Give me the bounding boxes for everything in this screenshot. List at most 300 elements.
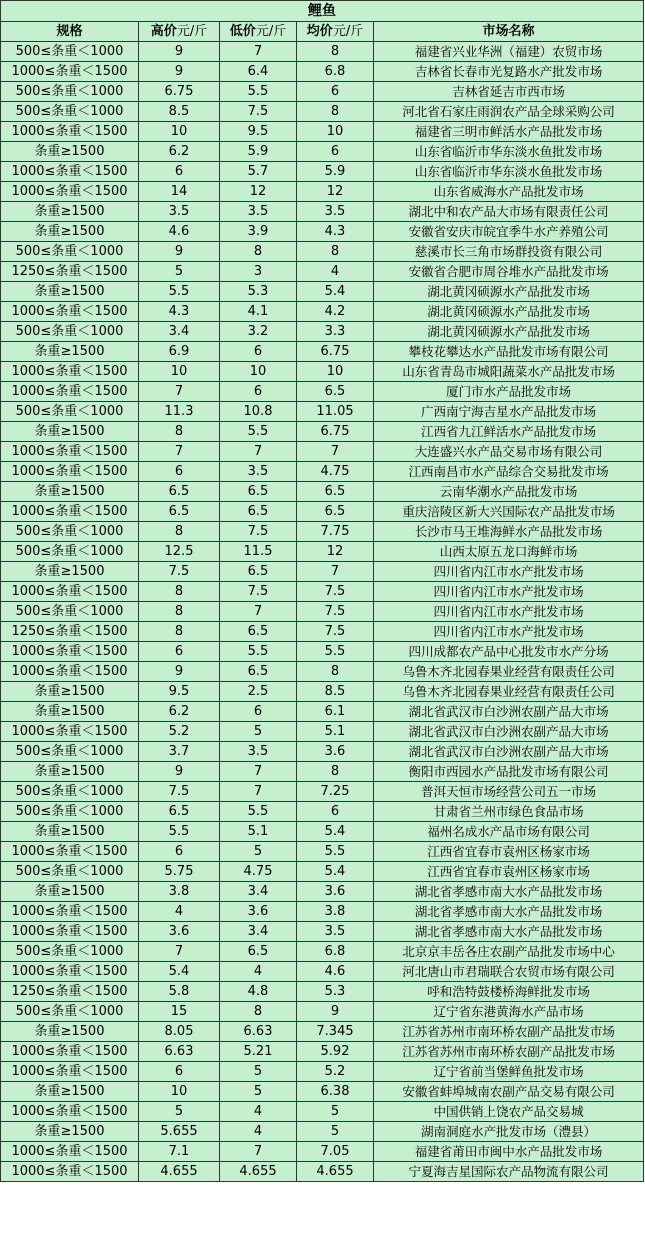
table-row — [1, 442, 644, 462]
high-price-cell: 6.9 — [139, 342, 220, 362]
avg-price-cell: 5 — [297, 1122, 374, 1142]
high-price-cell: 3.6 — [139, 922, 220, 942]
header-high-label: 高价 — [150, 24, 177, 39]
table-row — [1, 222, 644, 242]
market-cell: 河北省石家庄雨润农产品全球采购公司 — [374, 102, 644, 122]
table-row — [1, 1142, 644, 1162]
avg-price-cell: 11.05 — [297, 402, 374, 422]
spec-cell: 1000≤条重＜1500 — [1, 1042, 139, 1062]
avg-price-cell: 5 — [297, 1102, 374, 1122]
spec-cell: 500≤条重＜1000 — [1, 242, 139, 262]
spec-cell: 1000≤条重＜1500 — [1, 1062, 139, 1082]
low-price-cell: 7 — [220, 762, 297, 782]
spec-cell: 条重≥1500 — [1, 682, 139, 702]
avg-price-cell: 3.3 — [297, 322, 374, 342]
low-price-cell: 4.1 — [220, 302, 297, 322]
table-row — [1, 402, 644, 422]
high-price-cell: 9 — [139, 242, 220, 262]
table-row — [1, 1042, 644, 1062]
table-row — [1, 202, 644, 222]
market-cell: 河北唐山市君瑞联合农贸市场有限公司 — [374, 962, 644, 982]
spec-cell: 条重≥1500 — [1, 1122, 139, 1142]
market-cell: 湖北省孝感市南大水产品批发市场 — [374, 922, 644, 942]
low-price-cell: 7 — [220, 602, 297, 622]
high-price-cell: 5.8 — [139, 982, 220, 1002]
spec-cell: 500≤条重＜1000 — [1, 862, 139, 882]
spec-cell: 1000≤条重＜1500 — [1, 502, 139, 522]
high-price-cell: 9 — [139, 62, 220, 82]
avg-price-cell: 8 — [297, 42, 374, 62]
high-price-cell: 5 — [139, 262, 220, 282]
avg-price-cell: 5.9 — [297, 162, 374, 182]
high-price-cell: 14 — [139, 182, 220, 202]
spec-cell: 500≤条重＜1000 — [1, 802, 139, 822]
low-price-cell: 6.5 — [220, 562, 297, 582]
table-row — [1, 802, 644, 822]
avg-price-cell: 12 — [297, 182, 374, 202]
spec-cell: 1000≤条重＜1500 — [1, 922, 139, 942]
spec-cell: 条重≥1500 — [1, 822, 139, 842]
low-price-cell: 5 — [220, 1082, 297, 1102]
low-price-cell: 3.5 — [220, 742, 297, 762]
table-row — [1, 582, 644, 602]
high-price-cell: 9 — [139, 762, 220, 782]
header-avg-unit: 元/斤 — [332, 24, 364, 39]
low-price-cell: 7 — [220, 42, 297, 62]
market-cell: 乌鲁木齐北园春果业经营有限责任公司 — [374, 682, 644, 702]
avg-price-cell: 6 — [297, 82, 374, 102]
spec-cell: 条重≥1500 — [1, 222, 139, 242]
table-row — [1, 722, 644, 742]
market-cell: 江西省宜春市袁州区杨家市场 — [374, 862, 644, 882]
low-price-cell: 7.5 — [220, 522, 297, 542]
high-price-cell: 10 — [139, 362, 220, 382]
market-cell: 宁夏海吉星国际农产品物流有限公司 — [374, 1162, 644, 1182]
table-row — [1, 882, 644, 902]
table-row — [1, 502, 644, 522]
avg-price-cell: 6.5 — [297, 382, 374, 402]
low-price-cell: 5.1 — [220, 822, 297, 842]
market-cell: 湖北黄冈硕源水产品批发市场 — [374, 282, 644, 302]
spec-cell: 1000≤条重＜1500 — [1, 642, 139, 662]
low-price-cell: 7.5 — [220, 582, 297, 602]
spec-cell: 1000≤条重＜1500 — [1, 182, 139, 202]
low-price-cell: 5.21 — [220, 1042, 297, 1062]
avg-price-cell: 4 — [297, 262, 374, 282]
table-row — [1, 1122, 644, 1142]
market-cell: 山东省临沂市华东淡水鱼批发市场 — [374, 162, 644, 182]
low-price-cell: 9.5 — [220, 122, 297, 142]
spec-cell: 条重≥1500 — [1, 202, 139, 222]
avg-price-cell: 7 — [297, 442, 374, 462]
low-price-cell: 5.5 — [220, 642, 297, 662]
spec-cell: 条重≥1500 — [1, 562, 139, 582]
market-cell: 慈溪市长三角市场群投资有限公司 — [374, 242, 644, 262]
avg-price-cell: 3.6 — [297, 882, 374, 902]
high-price-cell: 7 — [139, 942, 220, 962]
avg-price-cell: 3.5 — [297, 202, 374, 222]
market-cell: 辽宁省前当堡鲜鱼批发市场 — [374, 1062, 644, 1082]
market-cell: 吉林省延吉市西市场 — [374, 82, 644, 102]
low-price-cell: 5.7 — [220, 162, 297, 182]
table-row — [1, 922, 644, 942]
high-price-cell: 6.5 — [139, 502, 220, 522]
high-price-cell: 5.5 — [139, 282, 220, 302]
market-cell: 山东省威海水产品批发市场 — [374, 182, 644, 202]
avg-price-cell: 7.345 — [297, 1022, 374, 1042]
low-price-cell: 12 — [220, 182, 297, 202]
spec-cell: 1000≤条重＜1500 — [1, 302, 139, 322]
market-cell: 湖北黄冈硕源水产品批发市场 — [374, 322, 644, 342]
high-price-cell: 8.05 — [139, 1022, 220, 1042]
market-cell: 四川省内江市水产批发市场 — [374, 562, 644, 582]
avg-price-cell: 5.5 — [297, 642, 374, 662]
avg-price-cell: 7.75 — [297, 522, 374, 542]
table-row — [1, 642, 644, 662]
avg-price-cell: 6.38 — [297, 1082, 374, 1102]
low-price-cell: 11.5 — [220, 542, 297, 562]
low-price-cell: 3.4 — [220, 922, 297, 942]
market-cell: 江苏省苏州市南环桥农副产品批发市场 — [374, 1022, 644, 1042]
spec-cell: 条重≥1500 — [1, 762, 139, 782]
spec-cell: 1000≤条重＜1500 — [1, 582, 139, 602]
table-row — [1, 762, 644, 782]
avg-price-cell: 5.3 — [297, 982, 374, 1002]
avg-price-cell: 8 — [297, 762, 374, 782]
table-row — [1, 102, 644, 122]
avg-price-cell: 6.75 — [297, 422, 374, 442]
avg-price-cell: 4.6 — [297, 962, 374, 982]
high-price-cell: 5 — [139, 1102, 220, 1122]
table-row — [1, 422, 644, 442]
low-price-cell: 3.4 — [220, 882, 297, 902]
spec-cell: 500≤条重＜1000 — [1, 782, 139, 802]
low-price-cell: 6 — [220, 342, 297, 362]
market-cell: 安徽省安庆市皖宜季牛水产养殖公司 — [374, 222, 644, 242]
spec-cell: 条重≥1500 — [1, 702, 139, 722]
low-price-cell: 5 — [220, 1062, 297, 1082]
market-cell: 衡阳市西园水产品批发市场有限公司 — [374, 762, 644, 782]
high-price-cell: 11.3 — [139, 402, 220, 422]
high-price-cell: 3.7 — [139, 742, 220, 762]
market-cell: 山西太原五龙口海鲜市场 — [374, 542, 644, 562]
market-cell: 安徽省合肥市周谷堆水产品批发市场 — [374, 262, 644, 282]
table-row — [1, 302, 644, 322]
avg-price-cell: 5.4 — [297, 282, 374, 302]
market-cell: 四川成都农产品中心批发市水产分场 — [374, 642, 644, 662]
header-spec: 规格 — [1, 22, 139, 42]
high-price-cell: 9.5 — [139, 682, 220, 702]
table-row — [1, 342, 644, 362]
spec-cell: 500≤条重＜1000 — [1, 602, 139, 622]
table-row — [1, 62, 644, 82]
market-cell: 安徽省蚌埠城南农副产品交易有限公司 — [374, 1082, 644, 1102]
header-avg-price — [297, 22, 374, 42]
market-cell: 福建省兴业华洲（福建）农贸市场 — [374, 42, 644, 62]
low-price-cell: 6.5 — [220, 502, 297, 522]
low-price-cell: 7.5 — [220, 102, 297, 122]
low-price-cell: 4 — [220, 1102, 297, 1122]
spec-cell: 500≤条重＜1000 — [1, 322, 139, 342]
table-row — [1, 82, 644, 102]
avg-price-cell: 5.92 — [297, 1042, 374, 1062]
avg-price-cell: 5.1 — [297, 722, 374, 742]
high-price-cell: 10 — [139, 122, 220, 142]
high-price-cell: 3.5 — [139, 202, 220, 222]
high-price-cell: 8.5 — [139, 102, 220, 122]
market-cell: 呼和浩特鼓楼桥海鲜批发市场 — [374, 982, 644, 1002]
market-cell: 辽宁省东港黄海水产品市场 — [374, 1002, 644, 1022]
spec-cell: 1000≤条重＜1500 — [1, 442, 139, 462]
spec-cell: 条重≥1500 — [1, 482, 139, 502]
high-price-cell: 8 — [139, 522, 220, 542]
spec-cell: 1250≤条重＜1500 — [1, 622, 139, 642]
high-price-cell: 8 — [139, 582, 220, 602]
high-price-cell: 5.75 — [139, 862, 220, 882]
high-price-cell: 6 — [139, 462, 220, 482]
table-row — [1, 522, 644, 542]
low-price-cell: 6.5 — [220, 942, 297, 962]
table-row — [1, 702, 644, 722]
low-price-cell: 7 — [220, 1142, 297, 1162]
spec-cell: 500≤条重＜1000 — [1, 42, 139, 62]
avg-price-cell: 3.5 — [297, 922, 374, 942]
high-price-cell: 8 — [139, 622, 220, 642]
market-cell: 山东省临沂市华东淡水鱼批发市场 — [374, 142, 644, 162]
market-cell: 江西南昌市水产品综合交易批发市场 — [374, 462, 644, 482]
market-cell: 湖北省武汉市白沙洲农副产品大市场 — [374, 722, 644, 742]
high-price-cell: 12.5 — [139, 542, 220, 562]
low-price-cell: 8 — [220, 1002, 297, 1022]
high-price-cell: 7.5 — [139, 562, 220, 582]
avg-price-cell: 6.1 — [297, 702, 374, 722]
spec-cell: 1000≤条重＜1500 — [1, 722, 139, 742]
header-low-price — [220, 22, 297, 42]
market-cell: 江西省九江鲜活水产品批发市场 — [374, 422, 644, 442]
spec-cell: 500≤条重＜1000 — [1, 82, 139, 102]
header-market: 市场名称 — [374, 22, 644, 42]
header-high-price — [139, 22, 220, 42]
low-price-cell: 3.5 — [220, 462, 297, 482]
avg-price-cell: 7.25 — [297, 782, 374, 802]
table-row — [1, 142, 644, 162]
spec-cell: 条重≥1500 — [1, 422, 139, 442]
market-cell: 重庆涪陵区新大兴国际农产品批发市场 — [374, 502, 644, 522]
market-cell: 广西南宁海吉星水产品批发市场 — [374, 402, 644, 422]
table-row — [1, 602, 644, 622]
market-cell: 大连盛兴水产品交易市场有限公司 — [374, 442, 644, 462]
avg-price-cell: 10 — [297, 122, 374, 142]
high-price-cell: 5.2 — [139, 722, 220, 742]
low-price-cell: 5 — [220, 842, 297, 862]
low-price-cell: 6.5 — [220, 482, 297, 502]
low-price-cell: 4.8 — [220, 982, 297, 1002]
spec-cell: 1000≤条重＜1500 — [1, 962, 139, 982]
spec-cell: 500≤条重＜1000 — [1, 402, 139, 422]
market-cell: 湖北中和农产品大市场有限责任公司 — [374, 202, 644, 222]
spec-cell: 500≤条重＜1000 — [1, 1002, 139, 1022]
title-row — [1, 1, 644, 22]
table-title: 鲤鱼 — [1, 1, 644, 22]
low-price-cell: 6.5 — [220, 622, 297, 642]
low-price-cell: 5.5 — [220, 82, 297, 102]
high-price-cell: 6.75 — [139, 82, 220, 102]
high-price-cell: 6.2 — [139, 142, 220, 162]
market-cell: 福建省三明市鲜活水产品批发市场 — [374, 122, 644, 142]
low-price-cell: 3.6 — [220, 902, 297, 922]
table-row — [1, 622, 644, 642]
table-row — [1, 822, 644, 842]
spec-cell: 1000≤条重＜1500 — [1, 842, 139, 862]
high-price-cell: 3.8 — [139, 882, 220, 902]
market-cell: 江苏省苏州市南环桥农副产品批发市场 — [374, 1042, 644, 1062]
table-row — [1, 1022, 644, 1042]
high-price-cell: 6.63 — [139, 1042, 220, 1062]
low-price-cell: 5 — [220, 722, 297, 742]
table-row — [1, 162, 644, 182]
spec-cell: 1000≤条重＜1500 — [1, 382, 139, 402]
spec-cell: 条重≥1500 — [1, 1022, 139, 1042]
spec-cell: 500≤条重＜1000 — [1, 942, 139, 962]
table-row — [1, 1162, 644, 1182]
high-price-cell: 5.655 — [139, 1122, 220, 1142]
table-row — [1, 282, 644, 302]
low-price-cell: 5.3 — [220, 282, 297, 302]
high-price-cell: 6.2 — [139, 702, 220, 722]
market-cell: 湖北黄冈硕源水产品批发市场 — [374, 302, 644, 322]
avg-price-cell: 7.5 — [297, 602, 374, 622]
avg-price-cell: 4.75 — [297, 462, 374, 482]
avg-price-cell: 5.4 — [297, 862, 374, 882]
high-price-cell: 6 — [139, 642, 220, 662]
avg-price-cell: 9 — [297, 1002, 374, 1022]
table-row — [1, 942, 644, 962]
high-price-cell: 8 — [139, 422, 220, 442]
header-high-unit: 元/斤 — [176, 24, 208, 39]
spec-cell: 1000≤条重＜1500 — [1, 1102, 139, 1122]
high-price-cell: 7.1 — [139, 1142, 220, 1162]
high-price-cell: 4 — [139, 902, 220, 922]
table-row — [1, 1102, 644, 1122]
table-row — [1, 842, 644, 862]
low-price-cell: 8 — [220, 242, 297, 262]
spec-cell: 1000≤条重＜1500 — [1, 62, 139, 82]
low-price-cell: 2.5 — [220, 682, 297, 702]
spec-cell: 条重≥1500 — [1, 882, 139, 902]
table-row — [1, 362, 644, 382]
low-price-cell: 6.63 — [220, 1022, 297, 1042]
spec-cell: 1000≤条重＜1500 — [1, 1162, 139, 1182]
high-price-cell: 6 — [139, 842, 220, 862]
header-low-label: 低价 — [229, 24, 256, 39]
table-row — [1, 1062, 644, 1082]
market-cell: 湖南洞庭水产批发市场（澧县） — [374, 1122, 644, 1142]
avg-price-cell: 10 — [297, 362, 374, 382]
market-cell: 厦门市水产品批发市场 — [374, 382, 644, 402]
avg-price-cell: 4.655 — [297, 1162, 374, 1182]
table-body — [1, 42, 644, 1182]
avg-price-cell: 12 — [297, 542, 374, 562]
market-cell: 湖北省孝感市南大水产品批发市场 — [374, 902, 644, 922]
high-price-cell: 7.5 — [139, 782, 220, 802]
high-price-cell: 7 — [139, 382, 220, 402]
avg-price-cell: 5.2 — [297, 1062, 374, 1082]
spec-cell: 500≤条重＜1000 — [1, 742, 139, 762]
low-price-cell: 4.655 — [220, 1162, 297, 1182]
avg-price-cell: 4.2 — [297, 302, 374, 322]
table-row — [1, 682, 644, 702]
table-row — [1, 962, 644, 982]
header-row — [1, 22, 644, 42]
table-row — [1, 862, 644, 882]
avg-price-cell: 6 — [297, 802, 374, 822]
table-row — [1, 542, 644, 562]
low-price-cell: 3.5 — [220, 202, 297, 222]
spec-cell: 500≤条重＜1000 — [1, 542, 139, 562]
high-price-cell: 4.6 — [139, 222, 220, 242]
high-price-cell: 7 — [139, 442, 220, 462]
low-price-cell: 6.4 — [220, 62, 297, 82]
market-cell: 普洱天恒市场经营公司五一市场 — [374, 782, 644, 802]
spec-cell: 500≤条重＜1000 — [1, 102, 139, 122]
market-cell: 福州名成水产品市场有限公司 — [374, 822, 644, 842]
avg-price-cell: 8 — [297, 662, 374, 682]
high-price-cell: 8 — [139, 602, 220, 622]
high-price-cell: 15 — [139, 1002, 220, 1022]
market-cell: 乌鲁木齐北园春果业经营有限责任公司 — [374, 662, 644, 682]
high-price-cell: 5.5 — [139, 822, 220, 842]
avg-price-cell: 7.5 — [297, 622, 374, 642]
table-row — [1, 262, 644, 282]
spec-cell: 1000≤条重＜1500 — [1, 662, 139, 682]
spec-cell: 1000≤条重＜1500 — [1, 362, 139, 382]
avg-price-cell: 5.5 — [297, 842, 374, 862]
avg-price-cell: 6.8 — [297, 942, 374, 962]
market-cell: 山东省青岛市城阳蔬菜水产品批发市场 — [374, 362, 644, 382]
avg-price-cell: 7.5 — [297, 582, 374, 602]
table-row — [1, 562, 644, 582]
spec-cell: 条重≥1500 — [1, 282, 139, 302]
low-price-cell: 7 — [220, 442, 297, 462]
table-row — [1, 42, 644, 62]
low-price-cell: 6.5 — [220, 662, 297, 682]
market-cell: 湖北省武汉市白沙洲农副产品大市场 — [374, 742, 644, 762]
spec-cell: 条重≥1500 — [1, 342, 139, 362]
high-price-cell: 9 — [139, 662, 220, 682]
low-price-cell: 10 — [220, 362, 297, 382]
avg-price-cell: 6.5 — [297, 502, 374, 522]
market-cell: 北京京丰岳各庄农副产品批发市场中心 — [374, 942, 644, 962]
market-cell: 中国供销上饶农产品交易城 — [374, 1102, 644, 1122]
table-row — [1, 782, 644, 802]
market-cell: 甘肃省兰州市绿色食品市场 — [374, 802, 644, 822]
low-price-cell: 4 — [220, 1122, 297, 1142]
table-row — [1, 482, 644, 502]
header-low-unit: 元/斤 — [255, 24, 287, 39]
high-price-cell: 6.5 — [139, 802, 220, 822]
low-price-cell: 6 — [220, 382, 297, 402]
spec-cell: 1000≤条重＜1500 — [1, 162, 139, 182]
table-row — [1, 242, 644, 262]
table-row — [1, 462, 644, 482]
market-cell: 江西省宜春市袁州区杨家市场 — [374, 842, 644, 862]
spec-cell: 1250≤条重＜1500 — [1, 262, 139, 282]
table-row — [1, 1002, 644, 1022]
high-price-cell: 9 — [139, 42, 220, 62]
low-price-cell: 4.75 — [220, 862, 297, 882]
avg-price-cell: 8.5 — [297, 682, 374, 702]
spec-cell: 1250≤条重＜1500 — [1, 982, 139, 1002]
